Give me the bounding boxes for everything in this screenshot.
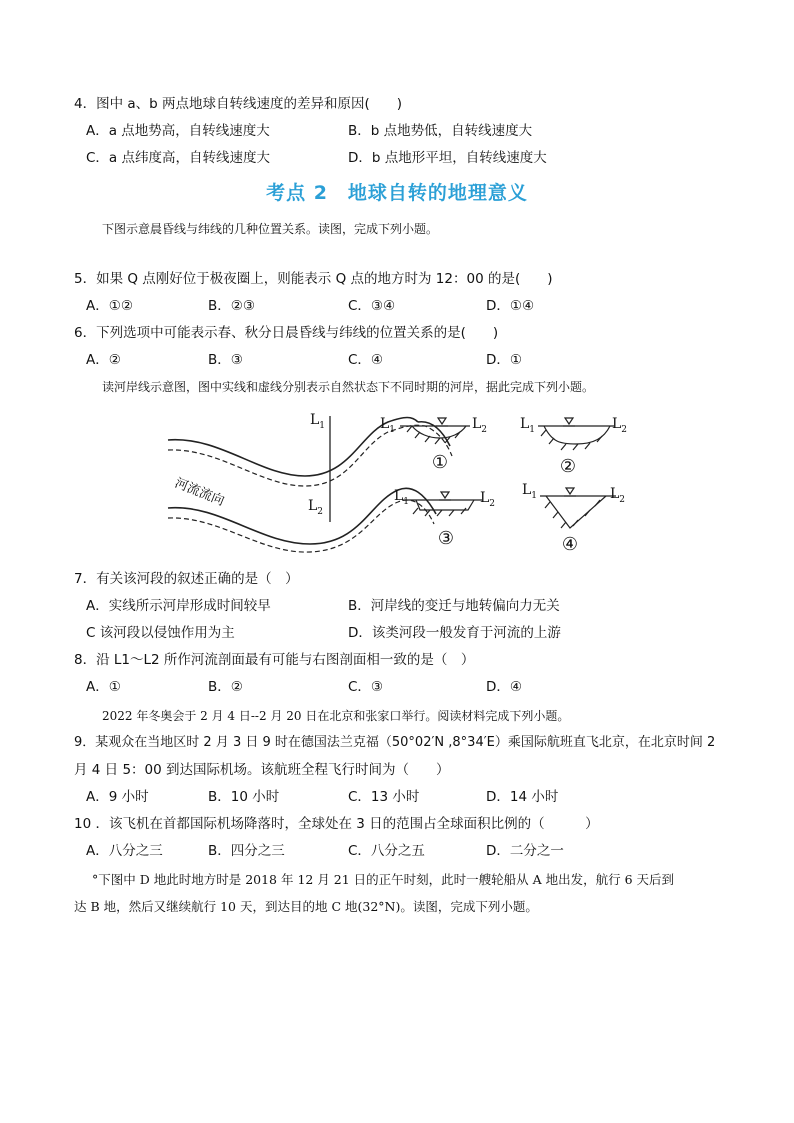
intro-ship-line1: °下图中 D 地此时地方时是 2018 年 12 月 21 日的正午时刻，此时一艘轮船从 A 地出发，航行 6 天后到 bbox=[92, 872, 675, 887]
label-l1-main: $L_1$ bbox=[310, 412, 326, 431]
q5-option-b: B．②③ bbox=[208, 298, 255, 314]
profile-4 bbox=[540, 488, 616, 528]
q6-option-a: A．② bbox=[86, 352, 121, 368]
q7-option-c: C 该河段以侵蚀作用为主 bbox=[86, 625, 235, 641]
q5-option-d: D．①④ bbox=[486, 298, 535, 314]
q5-option-c: C．③④ bbox=[348, 298, 396, 314]
q9-option-b: B．10 小时 bbox=[208, 789, 280, 805]
q10-stem: 10 ．该飞机在首都国际机场降落时，全球处在 3 日的范围占全球面积比例的（ ） bbox=[74, 816, 599, 832]
profile-1 bbox=[400, 418, 470, 444]
q6-option-b: B．③ bbox=[208, 352, 243, 368]
q7-option-a: A．实线所示河岸形成时间较早 bbox=[86, 598, 271, 614]
q7-stem: 7．有关该河段的叙述正确的是（ ） bbox=[74, 571, 299, 587]
q4-option-c: C．a 点纬度高，自转线速度大 bbox=[86, 150, 270, 166]
profile-2 bbox=[538, 418, 614, 450]
profile-3 bbox=[402, 492, 482, 516]
intro-ship-line2: 达 B 地，然后又继续航行 10 天，到达目的地 C 地(32°N)。读图，完成下列小题。 bbox=[74, 899, 538, 914]
label-l2-main: $L_2$ bbox=[308, 498, 324, 517]
profile-1-number: ① bbox=[431, 452, 449, 473]
q4-stem: 4．图中 a、b 两点地球自转线速度的差异和原因( ) bbox=[74, 96, 403, 112]
q9-stem-line1: 9．某观众在当地区时 2 月 3 日 9 时在德国法兰克福（50°02′N ,8°34′E）乘国际航班直飞北京，在北京时间 2 bbox=[74, 735, 716, 750]
q9-stem-line2: 月 4 日 5：00 到达国际机场。该航班全程飞行时间为（ ） bbox=[74, 762, 450, 778]
q8-option-a: A．① bbox=[86, 679, 121, 695]
q5-stem: 5．如果 Q 点刚好位于极夜圈上，则能表示 Q 点的地方时为 12：00 的是( ) bbox=[74, 271, 553, 287]
label-l2-p3: $L_2$ bbox=[480, 490, 496, 509]
q5-option-a: A．①② bbox=[86, 298, 133, 314]
q7-option-d: D．该类河段一般发育于河流的上游 bbox=[348, 625, 561, 641]
label-l2-p1: $L_2$ bbox=[472, 416, 488, 435]
label-l2-p4: $L_2$ bbox=[610, 486, 626, 505]
q8-option-c: C．③ bbox=[348, 679, 384, 695]
intro-terminator: 下图示意晨昏线与纬线的几种位置关系。读图，完成下列小题。 bbox=[102, 222, 439, 236]
label-l1-p1: $L_1$ bbox=[380, 416, 396, 435]
q7-option-b: B．河岸线的变迁与地转偏向力无关 bbox=[348, 598, 560, 614]
q6-stem: 6．下列选项中可能表示春、秋分日晨昏线与纬线的位置关系的是( ) bbox=[74, 325, 499, 341]
river-plan-view bbox=[168, 416, 455, 552]
q9-option-c: C．13 小时 bbox=[348, 789, 420, 805]
river-figure bbox=[150, 406, 650, 558]
q10-option-c: C．八分之五 bbox=[348, 843, 425, 859]
label-l1-p2: $L_1$ bbox=[520, 416, 536, 435]
profile-4-number: ④ bbox=[561, 534, 579, 555]
label-l1-p4: $L_1$ bbox=[522, 482, 538, 501]
q9-option-d: D．14 小时 bbox=[486, 789, 559, 805]
q10-option-a: A．八分之三 bbox=[86, 843, 163, 859]
intro-olympics: 2022 年冬奥会于 2 月 4 日--2 月 20 日在北京和张家口举行。阅读材料完成下列小题。 bbox=[102, 709, 570, 723]
q9-option-a: A．9 小时 bbox=[86, 789, 149, 805]
q10-option-d: D．二分之一 bbox=[486, 843, 564, 859]
q4-option-a: A．a 点地势高，自转线速度大 bbox=[86, 123, 270, 139]
section-heading: 考点 2 地球自转的地理意义 bbox=[266, 182, 528, 204]
q6-option-d: D．① bbox=[486, 352, 522, 368]
label-l2-p2: $L_2$ bbox=[612, 416, 628, 435]
profile-2-number: ② bbox=[559, 456, 577, 477]
q10-option-b: B．四分之三 bbox=[208, 843, 285, 859]
river-flow-label: 河流流向 bbox=[172, 475, 227, 510]
profile-3-number: ③ bbox=[437, 528, 455, 549]
q8-stem: 8．沿 L1～L2 所作河流剖面最有可能与右图剖面相一致的是（ ） bbox=[74, 652, 475, 668]
q6-option-c: C．④ bbox=[348, 352, 384, 368]
label-l1-p3: $L_1$ bbox=[394, 488, 410, 507]
q8-option-b: B．② bbox=[208, 679, 243, 695]
q4-option-b: B．b 点地势低，自转线速度大 bbox=[348, 123, 533, 139]
intro-riverbank: 读河岸线示意图，图中实线和虚线分别表示自然状态下不同时期的河岸，据此完成下列小题。 bbox=[102, 380, 595, 394]
q4-option-d: D．b 点地形平坦，自转线速度大 bbox=[348, 150, 547, 166]
q8-option-d: D．④ bbox=[486, 679, 522, 695]
